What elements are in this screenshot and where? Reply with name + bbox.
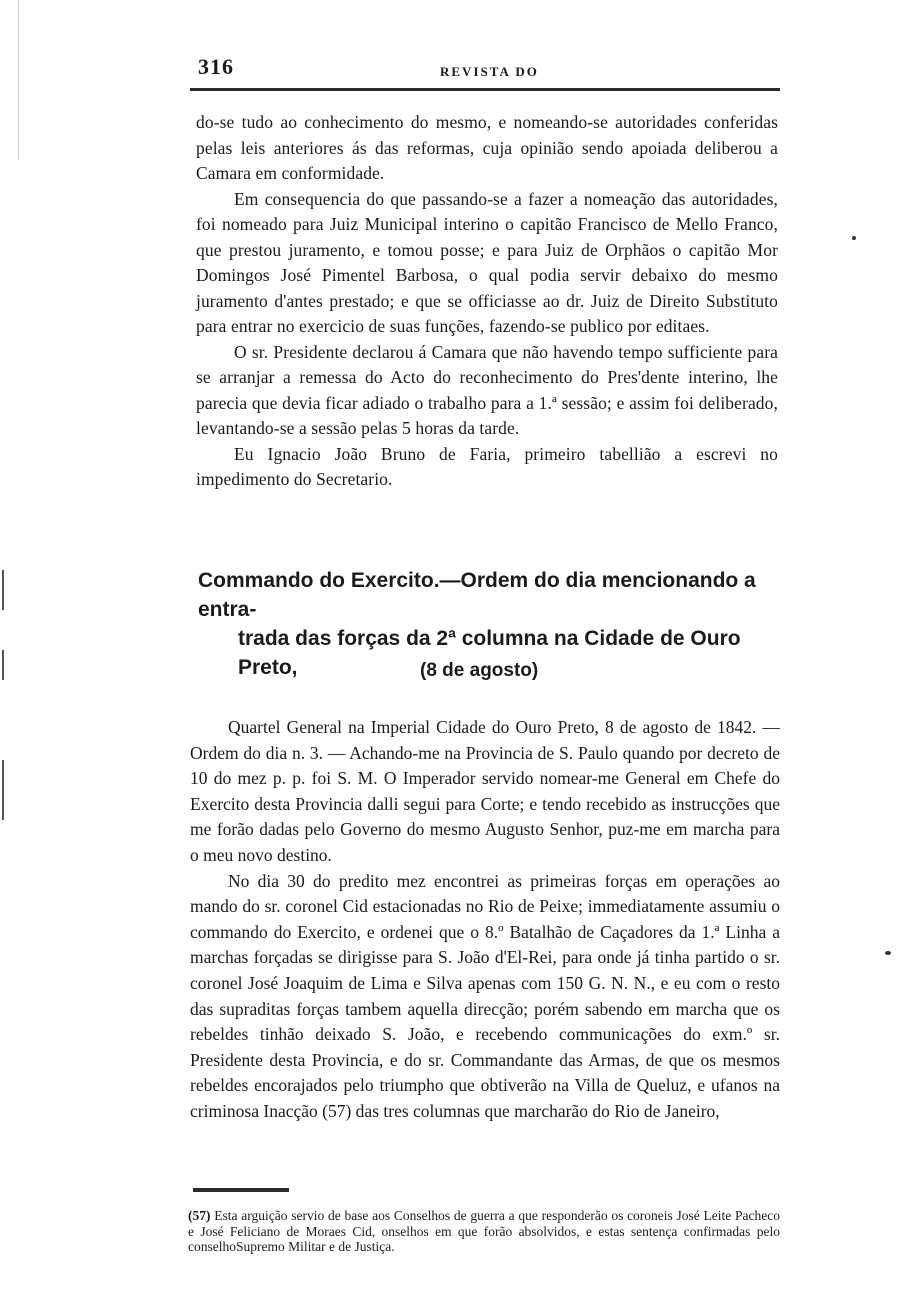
- order-of-the-day: [190, 715, 780, 1125]
- margin-rule: [18, 0, 19, 160]
- header-rule: [190, 88, 780, 91]
- order-date: (8 de agosto): [420, 660, 539, 681]
- running-title: REVISTA DO: [440, 64, 539, 79]
- section-heading-line: Commando do Exercito.—Ordem do dia mencionando a entra-: [198, 569, 756, 621]
- scan-edge-mark: [2, 760, 4, 820]
- scan-speck: [885, 951, 891, 955]
- footnote-text: Esta arguição servio de base aos Conselhos de guerra a que responderão os coroneis José Leite Pacheco e José Feliciano de Moraes Cid, onselhos em que forão absolvidos, e estas sentença confirmadas pelo conselhoSupremo Militar e de Justiça.: [188, 1208, 780, 1254]
- paragraph: Eu Ignacio João Bruno de Faria, primeiro tabellião a escrevi no impedimento do Secretario.: [196, 443, 778, 489]
- paragraph: No dia 30 do predito mez encontrei as primeiras forças em operações ao mando do sr. coronel Cid estacionadas no Rio de Peixe; immediatamente assumiu o commando do Exercito, e ordenei que o 8.º Batalhão de Caçadores da 1.ª Linha a marchas forçadas se dirigisse para S. João d'El-Rei, para onde já tinha partido o sr. coronel José Joaquim de Lima e Silva apenas com 150 G. N. N., e eu com o resto das supraditas forças tambem aquella direcção; porém sabendo em marcha que os rebeldes tinhão deixado S. João, e recebendo communicações do exm.º sr. Presidente desta Provincia, e do sr. Commandante das Armas, de que os mesmos rebeldes encorajados pelo triumpho que obtiverão na Villa de Queluz, e ufanos na criminosa Inacção (57) das tres columnas que marcharão do Rio de Janeiro,: [190, 870, 780, 1121]
- page-header: [190, 54, 780, 94]
- footnote-rule: [193, 1188, 289, 1192]
- paragraph: O sr. Presidente declarou á Camara que não havendo tempo sufficiente para se arranjar a remessa do Acto do reconhecimento do Pres'dente interino, lhe parecia que devia ficar adiado o trabalho para a 1.ª sessão; e assim foi deliberado, levantando-se a sessão pelas 5 horas da tarde.: [196, 341, 778, 438]
- section-heading-line: trada das forças da 2ª columna na Cidade de Ouro Preto,: [238, 627, 741, 679]
- paragraph: do-se tudo ao conhecimento do mesmo, e nomeando-se autoridades conferidas pelas leis anteriores ás das reformas, cuja opinião sendo apoiada deliberou a Camara em conformidade.: [196, 112, 778, 183]
- scan-edge-mark: [2, 570, 4, 610]
- scan-edge-mark: [2, 650, 4, 680]
- scan-speck: [852, 236, 856, 240]
- session-minutes: [196, 110, 778, 493]
- footnote-label: (57): [188, 1208, 211, 1223]
- page-number: 316: [198, 54, 234, 79]
- paragraph: Em consequencia do que passando-se a fazer a nomeação das autoridades, foi nomeado para Juiz Municipal interino o capitão Francisco de Mello Franco, que prestou juramento, e tomou posse; e para Juiz de Orphãos o capitão Mor Domingos José Pimentel Barbosa, o qual podia servir debaixo do mesmo juramento d'antes prestado; e que se officiasse ao dr. Juiz de Direito Substituto para entrar no exercicio de suas funções, fazendo-se publico por editaes.: [196, 188, 778, 336]
- footnote: [188, 1208, 780, 1255]
- paragraph: Quartel General na Imperial Cidade do Ouro Preto, 8 de agosto de 1842. — Ordem do dia n. 3. — Achando-me na Provincia de S. Paulo quando por decreto de 10 do mez p. p. foi S. M. O Imperador servido nomear-me General em Chefe do Exercito desta Provincia dalli segui para Corte; e tendo recebido as instrucções que me forão dadas pelo Governo do mesmo Augusto Senhor, puz-me em marcha para o meu novo destino.: [190, 717, 780, 865]
